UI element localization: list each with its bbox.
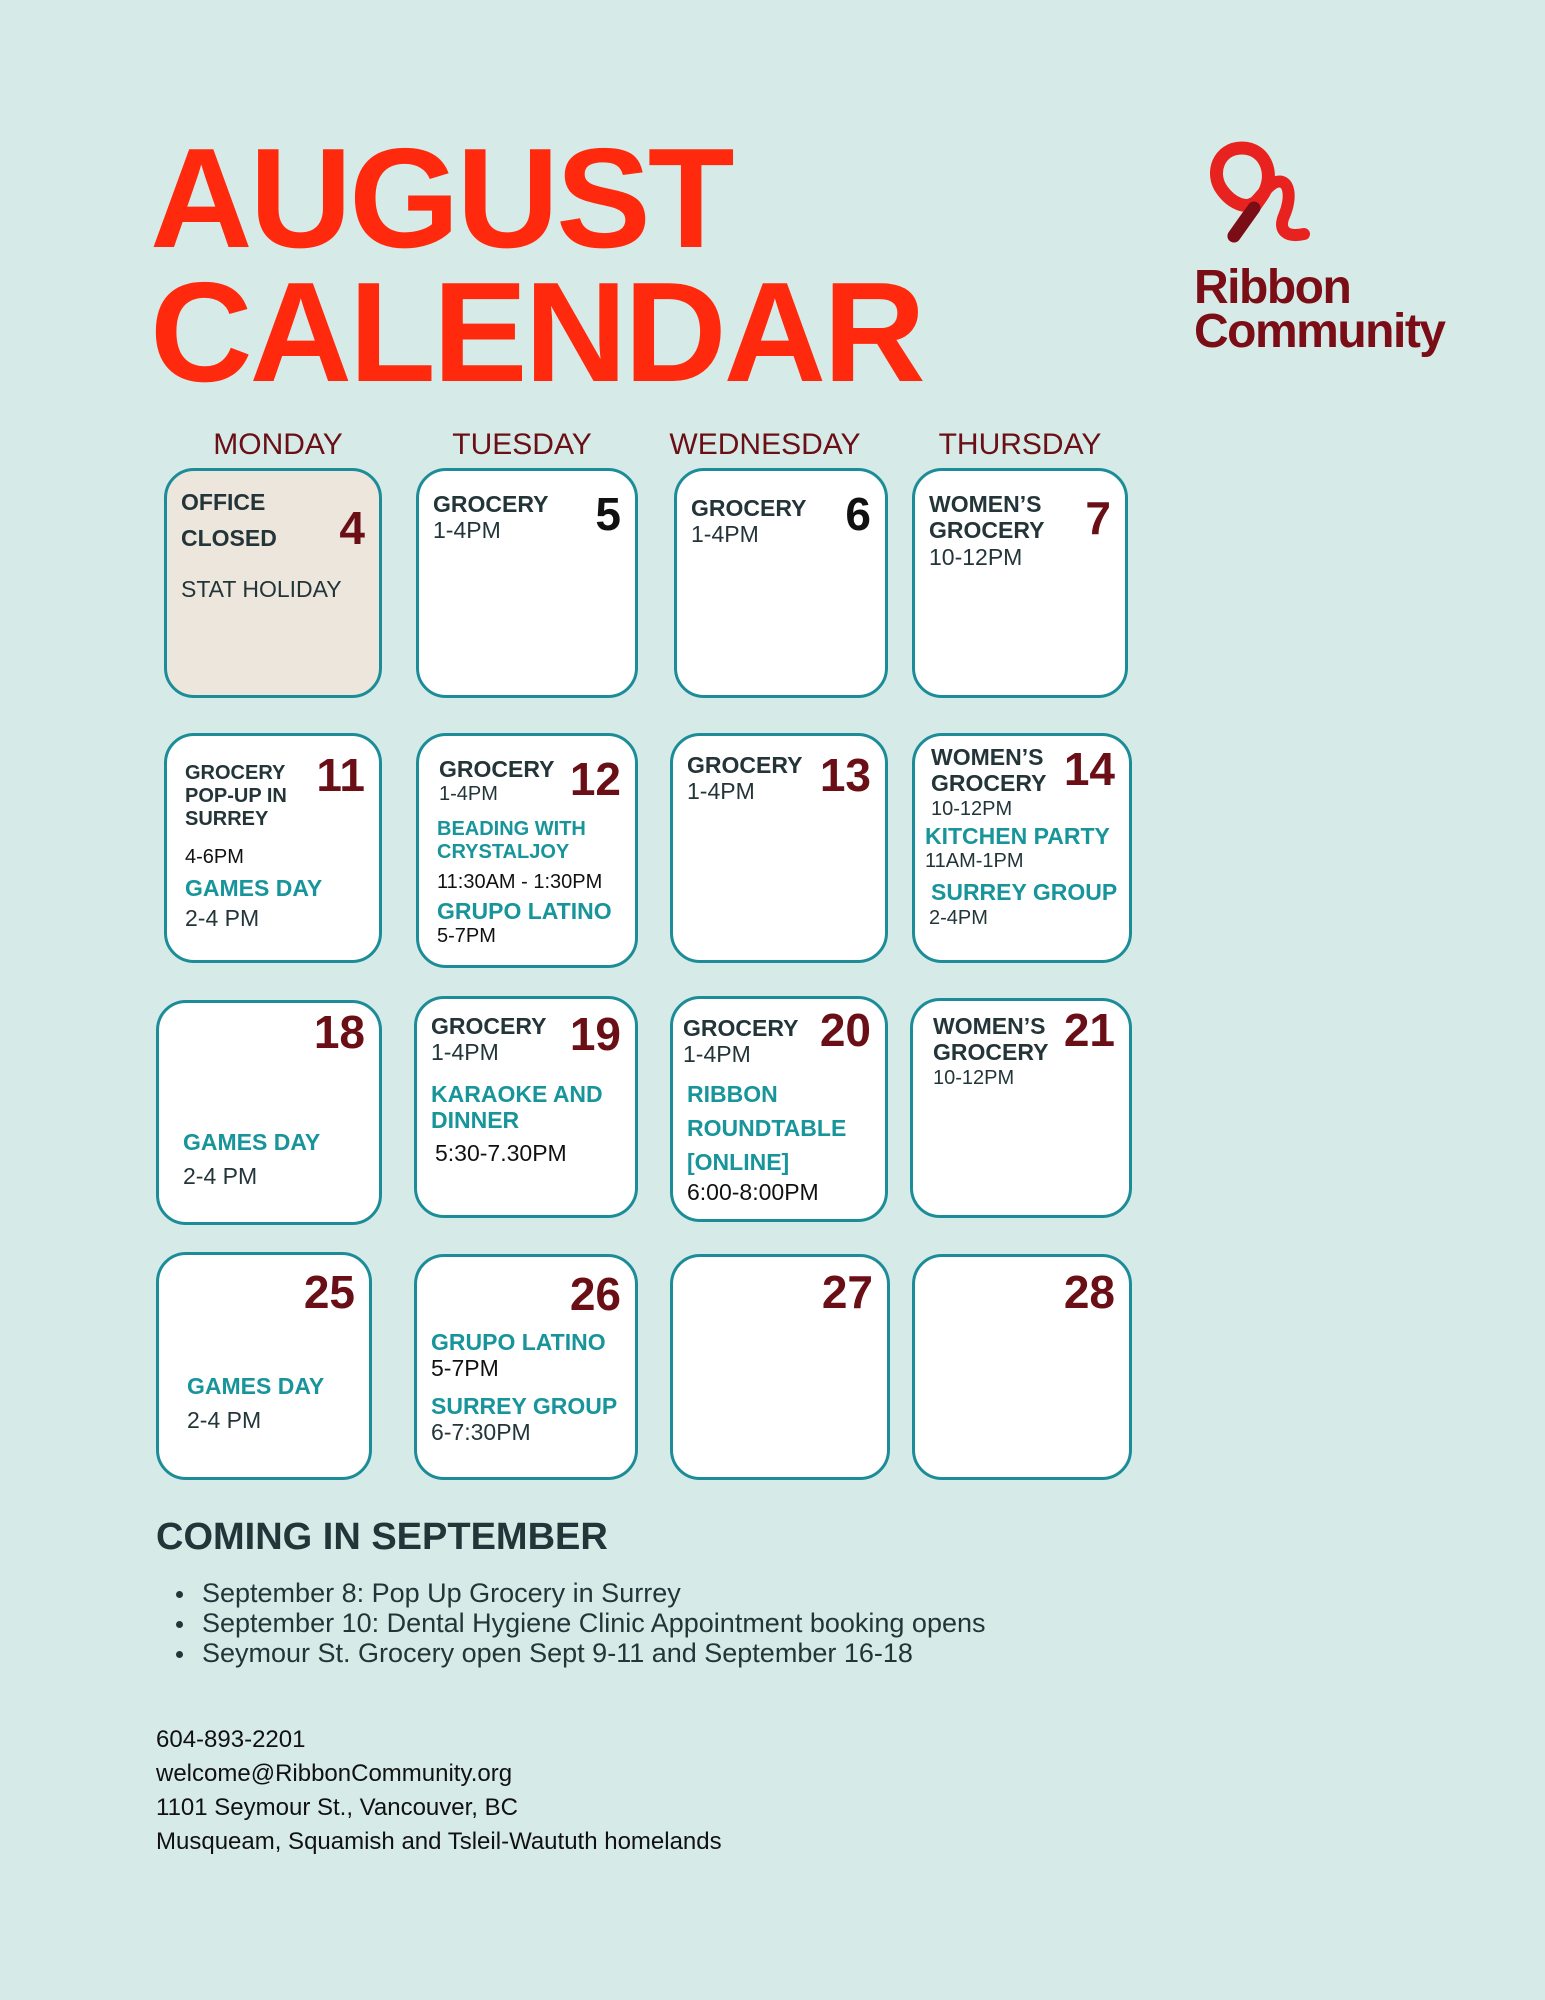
event-time: 10-12PM (931, 797, 1013, 820)
event-time: 1-4PM (431, 1039, 499, 1066)
event-title: SURREY (185, 808, 269, 830)
day-number: 25 (303, 1266, 355, 1318)
day-number: 12 (569, 753, 621, 805)
day-cell-26 (414, 1254, 638, 1480)
day-header-wednesday: WEDNESDAY (669, 428, 861, 461)
event-title: SURREY GROUP (431, 1393, 618, 1420)
event-title: GROCERY (433, 491, 549, 517)
event-title: WOMEN’S (929, 491, 1042, 517)
event-time: 2-4PM (929, 906, 988, 929)
logo-text-community: Community (1194, 305, 1445, 358)
event-time: 2-4 PM (185, 905, 260, 932)
event-time: 6:00-8:00PM (687, 1179, 819, 1206)
event-time: 1-4PM (433, 517, 501, 544)
day-number: 19 (569, 1008, 621, 1060)
event-title: GAMES DAY (183, 1129, 321, 1155)
day-number: 4 (339, 502, 365, 554)
day-cell-21 (910, 998, 1132, 1218)
street-address: 1101 Seymour St., Vancouver, BC (156, 1794, 518, 1821)
list-item: September 10: Dental Hygiene Clinic Appointment booking opens (202, 1608, 986, 1638)
day-number: 21 (1063, 1004, 1115, 1056)
contact-block (156, 1723, 722, 1859)
logo-text-ribbon: Ribbon (1194, 261, 1351, 314)
day-number: 26 (569, 1268, 621, 1320)
event-time: 10-12PM (933, 1066, 1015, 1089)
event-time: 4-6PM (185, 846, 244, 868)
event-title: KITCHEN PARTY (925, 822, 1110, 849)
day-number: 13 (819, 749, 871, 801)
event-title: GRUPO LATINO (437, 898, 612, 924)
event-title: CLOSED (181, 525, 277, 552)
day-cell-6 (674, 468, 888, 698)
event-time: 5:30-7.30PM (435, 1139, 567, 1166)
day-cell-12 (416, 733, 638, 968)
list-item: September 8: Pop Up Grocery in Surrey (202, 1578, 986, 1608)
event-title: GRUPO LATINO (431, 1329, 606, 1355)
day-number: 7 (1085, 492, 1111, 544)
event-time: 10-12PM (929, 543, 1023, 570)
event-title: GROCERY (683, 1015, 799, 1041)
event-title: GAMES DAY (185, 875, 323, 901)
event-title: GAMES DAY (187, 1373, 325, 1399)
email-address: welcome@RibbonCommunity.org (156, 1760, 513, 1787)
day-header-monday: MONDAY (213, 428, 343, 461)
event-title: CRYSTALJOY (437, 841, 570, 863)
day-header-thursday: THURSDAY (938, 428, 1102, 461)
day-number: 18 (313, 1006, 365, 1058)
event-title: BEADING WITH (437, 818, 586, 840)
event-title: GROCERY (439, 756, 555, 782)
day-cell-25 (156, 1252, 372, 1480)
event-title: GROCERY (431, 1013, 547, 1039)
day-cell-20 (670, 996, 888, 1222)
event-title: POP-UP IN (185, 785, 287, 807)
land-acknowledgement: Musqueam, Squamish and Tsleil-Waututh homelands (156, 1828, 722, 1855)
event-title: GROCERY (691, 495, 807, 521)
event-title: DINNER (431, 1107, 520, 1134)
phone-number: 604-893-2201 (156, 1726, 306, 1753)
day-number: 28 (1063, 1266, 1115, 1318)
day-number: 5 (595, 488, 621, 540)
day-cell-7 (912, 468, 1128, 698)
event-title: WOMEN’S (931, 744, 1044, 770)
day-cell-28 (912, 1254, 1132, 1480)
day-cell-19 (414, 996, 638, 1218)
day-number: 27 (821, 1266, 873, 1318)
day-number: 14 (1063, 743, 1115, 795)
day-cell-14 (912, 733, 1132, 963)
list-item: Seymour St. Grocery open Sept 9-11 and September 16-18 (202, 1638, 986, 1668)
event-time: 6-7:30PM (431, 1419, 531, 1446)
coming-list (202, 1578, 986, 1668)
event-title: GROCERY (933, 1039, 1049, 1066)
event-time: STAT HOLIDAY (181, 575, 342, 602)
event-time: 1-4PM (439, 783, 498, 806)
day-cell-5 (416, 468, 638, 698)
day-number: 11 (316, 749, 365, 801)
event-title: WOMEN’S (933, 1013, 1046, 1039)
event-title: GROCERY (929, 517, 1045, 544)
coming-section-title: COMING IN SEPTEMBER (156, 1516, 608, 1558)
event-time: 2-4 PM (187, 1407, 262, 1434)
title-line-2: CALENDAR (150, 253, 923, 412)
day-cell-11 (164, 733, 382, 963)
ribbon-logo-icon (1192, 138, 1312, 256)
day-number: 20 (819, 1004, 871, 1056)
event-time: 2-4 PM (183, 1163, 258, 1190)
day-cell-18 (156, 1000, 382, 1225)
event-time: 11AM-1PM (925, 850, 1024, 873)
day-cell-4 (164, 468, 382, 698)
event-title: ROUNDTABLE (687, 1115, 847, 1142)
event-title: GROCERY (931, 770, 1047, 797)
day-cell-27 (670, 1254, 890, 1480)
day-number: 6 (845, 488, 871, 540)
event-title: RIBBON (687, 1081, 778, 1108)
title-line-1: AUGUST (150, 119, 732, 278)
event-title: GROCERY (185, 762, 286, 784)
event-time: 1-4PM (691, 521, 759, 548)
ribbon-community-logo (1190, 138, 1450, 358)
event-title: KARAOKE AND (431, 1081, 603, 1108)
event-title: [ONLINE] (687, 1149, 790, 1176)
event-time: 1-4PM (687, 778, 755, 805)
event-title: OFFICE (181, 489, 266, 515)
event-time: 5-7PM (437, 925, 496, 948)
event-time: 1-4PM (683, 1041, 751, 1068)
day-cell-13 (670, 733, 888, 963)
event-time: 5-7PM (431, 1355, 499, 1382)
event-time: 11:30AM - 1:30PM (437, 871, 603, 893)
day-header-tuesday: TUESDAY (452, 428, 592, 461)
event-title: SURREY GROUP (931, 879, 1118, 906)
event-title: GROCERY (687, 752, 803, 778)
